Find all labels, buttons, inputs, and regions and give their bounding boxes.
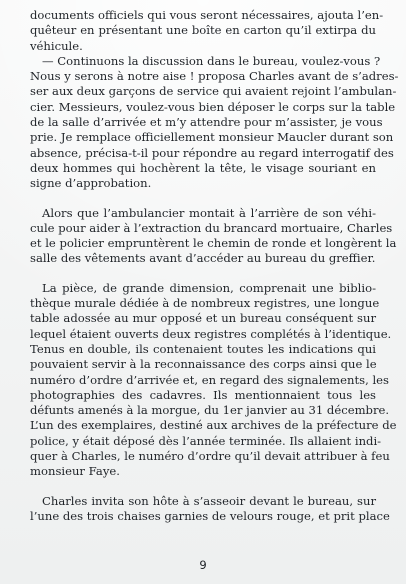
text-line: — Continuons la discussion dans le bureau, voulez-vous ? [42,53,381,68]
text-line: Tenus en double, ils contenaient toutes les indications qui [30,341,376,356]
text-line: quer à Charles, le numéro d’ordre qu’il devait attribuer à feu [30,449,390,464]
text-line: prie. Je remplace officiellement monsieur Maucler durant son [30,130,394,145]
text-line: cier. Messieurs, voulez-vous bien déposer le corps sur la table [30,99,396,114]
text-line: absence, précisa-t-il pour répondre au regard interrogatif des [30,145,394,160]
text-line: quêteur en présentant une boîte en carton qu’il extirpa du [30,23,376,38]
text-line: lequel étaient ouverts deux registres complétés à l’identique. [30,326,392,341]
text-line: table adossée au mur opposé et un bureau conséquent sur [30,311,376,326]
paragraph-gap [30,267,376,281]
text-line: documents officiels qui vous seront nécessaires, ajouta l’en- [30,8,384,22]
text-line: photographies des cadavres. Ils mentionnaient tous les [30,387,376,402]
text-line: numéro d’ordre d’arrivée et, en regard des signalements, les [30,372,389,387]
paragraph-1 [30,0,384,54]
text-line: Alors que l’ambulancier montait à l’arrière de son véhi- [42,205,376,220]
text-line: pouvaient servir à la reconnaissance des corps ainsi que le [30,357,377,372]
text-line: police, y était déposé dès l’année terminée. Ils allaient indi- [30,433,382,448]
text-line: salle des vêtements avant d’accéder au bureau du greffier. [30,251,376,266]
paragraph-2 [30,53,399,192]
paragraph-gap [30,192,376,206]
paragraph-gap [30,480,376,494]
text-line: cule pour aider à l’extraction du brancard mortuaire, Charles [30,220,393,235]
text-line: Charles invita son hôte à s’asseoir devant le bureau, sur [42,493,376,508]
text-line: défunts amenés à la morgue, du 1er janvier au 31 décembre. [30,403,390,418]
page-number: 9 [199,558,207,572]
text-line: L’un des exemplaires, destiné aux archives de la préfecture de [30,418,397,433]
text-line: et le policier empruntèrent le chemin de ronde et longèrent la [30,236,397,251]
text-line: l’une des trois chaises garnies de velours rouge, et prit place [30,508,390,523]
text-line: thèque murale dédiée à de nombreux registres, une longue [30,296,380,311]
text-line: signe d’approbation. [30,176,152,191]
text-line: La pièce, de grande dimension, comprenait une biblio- [42,280,376,295]
text-line: deux hommes qui hochèrent la tête, le visage souriant en [30,160,376,175]
text-line: véhicule. [30,38,83,53]
paragraph-3 [30,205,397,267]
text-line: Nous y serons à notre aise ! proposa Charles avant de s’adres- [30,69,399,84]
paragraph-5 [30,493,390,525]
text-line: de la salle d’arrivée et m’y attendre pour m’assister, je vous [30,115,383,130]
text-line: ser aux deux garçons de service qui avaient rejoint l’ambulan- [30,84,397,99]
paragraph-4 [30,280,397,480]
text-line: monsieur Faye. [30,464,120,479]
page-body [30,0,399,524]
